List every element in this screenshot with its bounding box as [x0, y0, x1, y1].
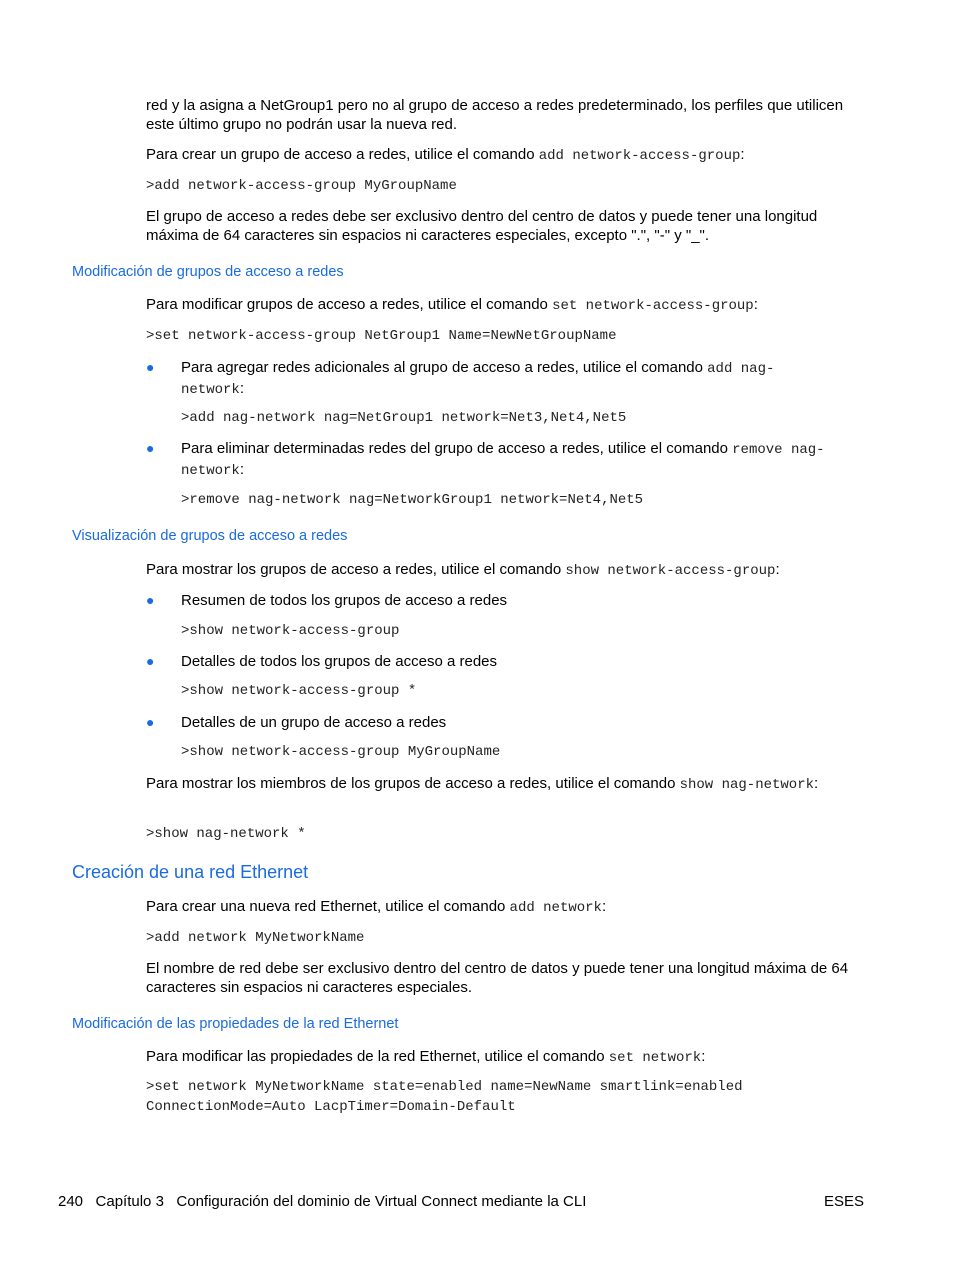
- paragraph-text: Para mostrar los miembros de los grupos de acceso a redes, utilice el comando: [146, 775, 680, 792]
- inline-command: remove nag-network: [181, 442, 825, 479]
- create-ethernet-paragraph: [146, 897, 868, 918]
- bullet-text: Resumen de todos los grupos de acceso a redes: [181, 592, 508, 609]
- modify-ethernet-paragraph: [146, 1047, 868, 1068]
- code-block: >show network-access-group MyGroupName: [181, 744, 501, 760]
- bullet-icon: ●: [146, 714, 155, 730]
- section-heading-view-groups: Visualización de grupos de acceso a redes: [72, 528, 348, 544]
- group-name-rules-paragraph: El grupo de acceso a redes debe ser exclusivo dentro del centro de datos y puede tener una longitud máxima de 64 caracteres sin espacios ni caracteres especiales, excepto ".", "-" y "_".: [146, 208, 818, 244]
- section-heading-modify-groups: Modificación de grupos de acceso a redes: [72, 264, 344, 280]
- view-groups-paragraph: [146, 560, 868, 581]
- code-block: >show nag-network *: [146, 826, 306, 842]
- punctuation: :: [814, 775, 819, 792]
- paragraph-text: Para crear una nueva red Ethernet, utilice el comando: [146, 898, 510, 915]
- bullet-text: Detalles de todos los grupos de acceso a redes: [181, 653, 498, 670]
- punctuation: :: [601, 898, 607, 915]
- bullet-icon: ●: [146, 440, 155, 456]
- inline-command: add nag-network: [181, 361, 775, 398]
- intro-paragraph: red y la asigna a NetGroup1 pero no al grupo de acceso a redes predeterminado, los perfiles que utilicen este último grupo no podrán usar la nueva red.: [146, 97, 844, 133]
- section-heading-ethernet-properties: Modificación de las propiedades de la red Ethernet: [72, 1016, 399, 1032]
- view-members-paragraph: [146, 774, 826, 795]
- inline-command: set network-access-group: [552, 298, 754, 314]
- bullet-label: Para eliminar determinadas redes del grupo de acceso a redes, utilice el comando: [181, 440, 733, 457]
- code-block-line: >set network MyNetworkName state=enabled name=NewName smartlink=enabled: [146, 1079, 743, 1095]
- bullet-label: Para agregar redes adicionales al grupo de acceso a redes, utilice el comando: [181, 359, 708, 376]
- bullet-text: [181, 358, 831, 400]
- punctuation: :: [740, 146, 745, 163]
- code-block: >remove nag-network nag=NetworkGroup1 network=Net4,Net5: [181, 492, 644, 508]
- inline-command: add network: [509, 900, 602, 916]
- bullet-icon: ●: [146, 359, 155, 375]
- bullet-text: [181, 439, 831, 481]
- code-block: >add network-access-group MyGroupName: [146, 178, 457, 194]
- modify-groups-paragraph: [146, 295, 868, 316]
- paragraph-text: Para modificar grupos de acceso a redes, utilice el comando: [146, 296, 553, 313]
- punctuation: :: [239, 380, 244, 397]
- punctuation: :: [701, 1048, 706, 1065]
- bullet-icon: ●: [146, 653, 155, 669]
- paragraph-text: Para mostrar los grupos de acceso a redes, utilice el comando: [146, 561, 566, 578]
- inline-command: set network: [608, 1050, 702, 1066]
- code-block: >set network-access-group NetGroup1 Name=NewNetGroupName: [146, 328, 617, 344]
- bullet-icon: ●: [146, 592, 155, 608]
- paragraph-text: Para crear un grupo de acceso a redes, utilice el comando: [146, 146, 539, 163]
- page-footer-chapter: 240 Capítulo 3 Configuración del dominio de Virtual Connect mediante la CLI: [58, 1193, 587, 1210]
- punctuation: :: [753, 296, 758, 313]
- inline-command: show nag-network: [679, 777, 815, 793]
- code-block: >show network-access-group *: [181, 683, 417, 699]
- create-group-paragraph: [146, 145, 868, 166]
- bullet-text: Detalles de un grupo de acceso a redes: [181, 714, 447, 731]
- inline-command: add network-access-group: [538, 148, 741, 164]
- code-block: >show network-access-group: [181, 623, 400, 639]
- page-footer-locale: ESES: [824, 1193, 865, 1210]
- code-block-line: ConnectionMode=Auto LacpTimer=Domain-Default: [146, 1099, 516, 1115]
- code-block: >add network MyNetworkName: [146, 930, 365, 946]
- paragraph-text: Para modificar las propiedades de la red Ethernet, utilice el comando: [146, 1048, 609, 1065]
- inline-command: show network-access-group: [565, 563, 776, 579]
- section-heading-create-ethernet: Creación de una red Ethernet: [72, 862, 309, 882]
- punctuation: :: [239, 461, 244, 478]
- code-block: >add nag-network nag=NetGroup1 network=Net3,Net4,Net5: [181, 410, 627, 426]
- network-name-rules-paragraph: El nombre de red debe ser exclusivo dentro del centro de datos y puede tener una longitud máxima de 64 caracteres sin espacios ni caracteres especiales.: [146, 960, 849, 996]
- punctuation: :: [775, 561, 780, 578]
